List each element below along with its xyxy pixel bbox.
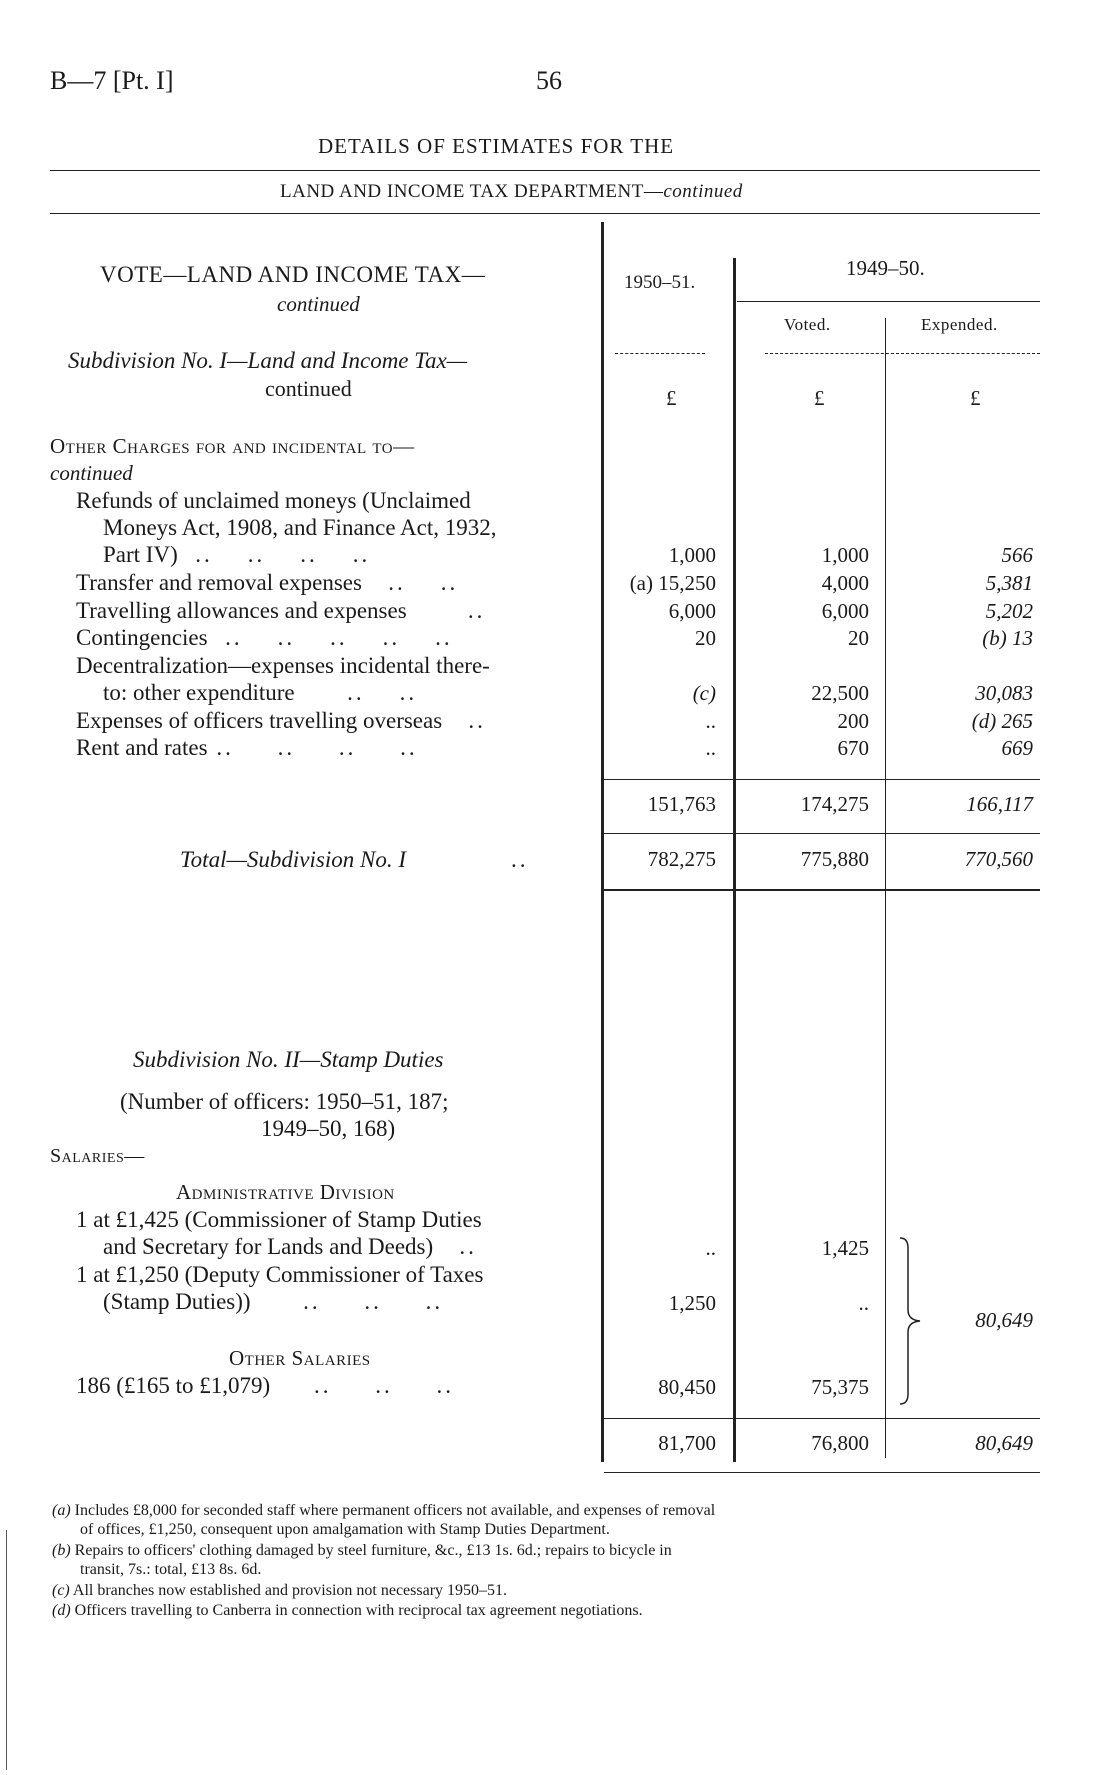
travelling-expended: 5,202 xyxy=(985,599,1033,623)
salaries-total-expended: 80,649 xyxy=(975,1431,1033,1455)
overseas-1950-51: .. xyxy=(705,709,716,733)
column-header-1949-50: 1949–50. xyxy=(846,256,925,280)
salaries-expended: 80,649 xyxy=(975,1308,1033,1332)
department-name: LAND AND INCOME TAX DEPARTMENT— xyxy=(280,181,664,202)
contingencies-voted: 20 xyxy=(848,626,869,650)
travelling-1950-51: 6,000 xyxy=(668,599,716,623)
salaries-heading: Salaries— xyxy=(50,1145,145,1167)
row-refunds-line3: Part IV) .. .. .. .. xyxy=(103,542,371,567)
commissioner-voted: 1,425 xyxy=(821,1236,869,1260)
subdivision-2-officers-line1: (Number of officers: 1950–51, 187; xyxy=(120,1089,449,1114)
footnote-a-text-1: Includes £8,000 for seconded staff where permanent officers not available, and expenses of removal xyxy=(74,1502,716,1519)
overseas-expended: (d) 265 xyxy=(971,709,1033,733)
row-other-salaries-label: 186 (£165 to £1,079) xyxy=(76,1373,271,1398)
row-transfer-label: Transfer and removal expenses xyxy=(76,570,362,595)
subdivision-1-title: Subdivision No. I—Land and Income Tax— xyxy=(68,348,468,373)
row-commissioner-line2: and Secretary for Lands and Deeds) .. xyxy=(103,1234,477,1259)
other-charges-continued: continued xyxy=(50,461,133,485)
department-suffix: continued xyxy=(663,181,743,202)
footnote-d-tag: (d) xyxy=(52,1602,71,1619)
salaries-total-rule-bottom xyxy=(604,1472,1040,1473)
footnote-c xyxy=(52,1582,507,1600)
row-contingencies: Contingencies .. .. .. .. .. xyxy=(76,625,453,650)
vote-title: VOTE—LAND AND INCOME TAX— xyxy=(100,262,486,287)
decentralization-voted: 22,500 xyxy=(811,681,869,705)
row-rent-label: Rent and rates xyxy=(76,735,208,760)
document-code: B—7 [Pt. I] xyxy=(50,66,174,95)
table-left-divider xyxy=(601,222,604,1462)
decentralization-expended: 30,083 xyxy=(975,681,1033,705)
row-refunds-line3-text: Part IV) xyxy=(103,542,178,567)
footnote-c-tag: (c) xyxy=(52,1582,70,1599)
vote-title-continued: continued xyxy=(277,292,360,316)
footnote-a-text-2: of offices, £1,250, consequent upon amalgamation with Stamp Duties Department. xyxy=(80,1521,610,1538)
row-commissioner-line1: 1 at £1,425 (Commissioner of Stamp Duties xyxy=(76,1207,482,1232)
overseas-voted: 200 xyxy=(837,709,869,733)
footnote-b-text-1: Repairs to officers' clothing damaged by steel furniture, &c., £13 1s. 6d.; repairs to bicycle in xyxy=(74,1542,672,1559)
travelling-voted: 6,000 xyxy=(821,599,869,623)
department-rule xyxy=(50,213,1040,214)
page-number: 56 xyxy=(536,66,562,95)
row-deputy-line2-text: (Stamp Duties)) xyxy=(103,1289,251,1314)
contingencies-1950-51: 20 xyxy=(695,626,716,650)
rent-1950-51: .. xyxy=(705,736,716,760)
row-decentralization-line1: Decentralization—expenses incidental there- xyxy=(76,653,490,678)
footnote-a-tag: (a) xyxy=(52,1502,71,1519)
decentralization-1950-51: (c) xyxy=(692,681,716,705)
row-decentralization-line2-text: to: other expenditure xyxy=(103,680,295,705)
rent-voted: 670 xyxy=(837,736,869,760)
footnote-c-text: All branches now established and provision not necessary 1950–51. xyxy=(72,1582,508,1599)
total-sub1-1950-51: 782,275 xyxy=(647,847,716,871)
currency-symbol-c3: £ xyxy=(970,386,981,410)
row-refunds-line2: Moneys Act, 1908, and Finance Act, 1932, xyxy=(103,515,497,540)
row-decentralization-line2: to: other expenditure .. .. xyxy=(103,680,418,705)
row-overseas-label: Expenses of officers travelling overseas xyxy=(76,708,443,733)
currency-symbol-c2: £ xyxy=(814,386,825,410)
row-contingencies-label: Contingencies xyxy=(76,625,208,650)
title-rule xyxy=(50,170,1040,171)
column-header-expended: Expended. xyxy=(921,315,998,334)
refunds-voted: 1,000 xyxy=(821,543,869,567)
subtotal-expended: 166,117 xyxy=(966,792,1033,816)
row-rent: Rent and rates .. .. .. .. xyxy=(76,735,418,760)
subtotal-1950-51: 151,763 xyxy=(647,792,716,816)
refunds-expended: 566 xyxy=(1001,543,1033,567)
row-transfer: Transfer and removal expenses .. .. xyxy=(76,570,459,595)
row-overseas: Expenses of officers travelling overseas .. xyxy=(76,708,486,733)
row-commissioner-line2-text: and Secretary for Lands and Deeds) xyxy=(103,1234,434,1259)
subtotal-voted: 174,275 xyxy=(800,792,869,816)
footnote-d-text: Officers travelling to Canberra in connection with reciprocal tax agreement negotiations. xyxy=(74,1602,643,1619)
column-divider-voted xyxy=(733,258,736,1462)
header-split-rule xyxy=(737,301,1040,302)
administrative-division-heading: Administrative Division xyxy=(176,1180,395,1204)
salaries-total-rule-top xyxy=(604,1418,1040,1419)
footnote-b-line1 xyxy=(52,1542,672,1560)
page-title: DETAILS OF ESTIMATES FOR THE xyxy=(318,134,675,158)
row-other-salaries: 186 (£165 to £1,079) .. .. .. xyxy=(76,1373,454,1398)
deputy-1950-51: 1,250 xyxy=(668,1291,716,1315)
other-salaries-voted: 75,375 xyxy=(811,1375,869,1399)
salaries-total-voted: 76,800 xyxy=(811,1431,869,1455)
department-heading xyxy=(280,181,743,203)
column-divider-expended xyxy=(885,318,886,1458)
header-bottom-rule xyxy=(615,353,705,354)
deputy-voted: .. xyxy=(858,1291,869,1315)
other-salaries-1950-51: 80,450 xyxy=(658,1375,716,1399)
subtotal-rule-bottom xyxy=(604,833,1040,834)
refunds-1950-51: 1,000 xyxy=(668,543,716,567)
footnote-a-line2 xyxy=(80,1521,610,1539)
contingencies-expended: (b) 13 xyxy=(982,626,1033,650)
total-subdivision-1: Total—Subdivision No. I .. xyxy=(180,847,529,872)
row-travelling: Travelling allowances and expenses .. xyxy=(76,598,486,623)
subdivision-1-continued: continued xyxy=(265,376,352,401)
brace-icon xyxy=(896,1236,926,1406)
footnote-b-line2 xyxy=(80,1561,261,1579)
subdivision-2-title: Subdivision No. II—Stamp Duties xyxy=(133,1047,444,1072)
currency-symbol-c1: £ xyxy=(666,386,677,410)
total-sub1-voted: 775,880 xyxy=(800,847,869,871)
footnote-b-text-2: transit, 7s.: total, £13 8s. 6d. xyxy=(80,1561,262,1578)
commissioner-1950-51: .. xyxy=(705,1236,716,1260)
header-bottom-rule-2 xyxy=(765,353,1040,354)
transfer-1950-51: (a) 15,250 xyxy=(629,571,716,595)
total-sub1-rule xyxy=(604,889,1040,891)
footnote-b-tag: (b) xyxy=(52,1542,71,1559)
row-refunds-line1: Refunds of unclaimed moneys (Unclaimed xyxy=(76,488,471,513)
footnote-d xyxy=(52,1602,643,1620)
row-travelling-label: Travelling allowances and expenses xyxy=(76,598,407,623)
transfer-voted: 4,000 xyxy=(821,571,869,595)
transfer-expended: 5,381 xyxy=(985,571,1033,595)
total-sub1-expended: 770,560 xyxy=(964,847,1033,871)
row-deputy-line1: 1 at £1,250 (Deputy Commissioner of Taxes xyxy=(76,1262,484,1287)
other-charges-heading: Other Charges for and incidental to— xyxy=(50,434,415,458)
footnote-a-line1 xyxy=(52,1502,715,1520)
column-header-voted: Voted. xyxy=(784,315,831,334)
column-header-1950-51: 1950–51. xyxy=(624,272,696,293)
total-subdivision-1-label: Total—Subdivision No. I xyxy=(180,847,406,872)
salaries-total-1950-51: 81,700 xyxy=(658,1431,716,1455)
rent-expended: 669 xyxy=(1001,736,1033,760)
page-edge xyxy=(6,1530,7,1770)
row-deputy-line2: (Stamp Duties)) .. .. .. xyxy=(103,1289,444,1314)
subdivision-2-officers-line2: 1949–50, 168) xyxy=(261,1116,396,1141)
other-salaries-heading: Other Salaries xyxy=(229,1346,371,1370)
subtotal-rule-top xyxy=(604,779,1040,780)
